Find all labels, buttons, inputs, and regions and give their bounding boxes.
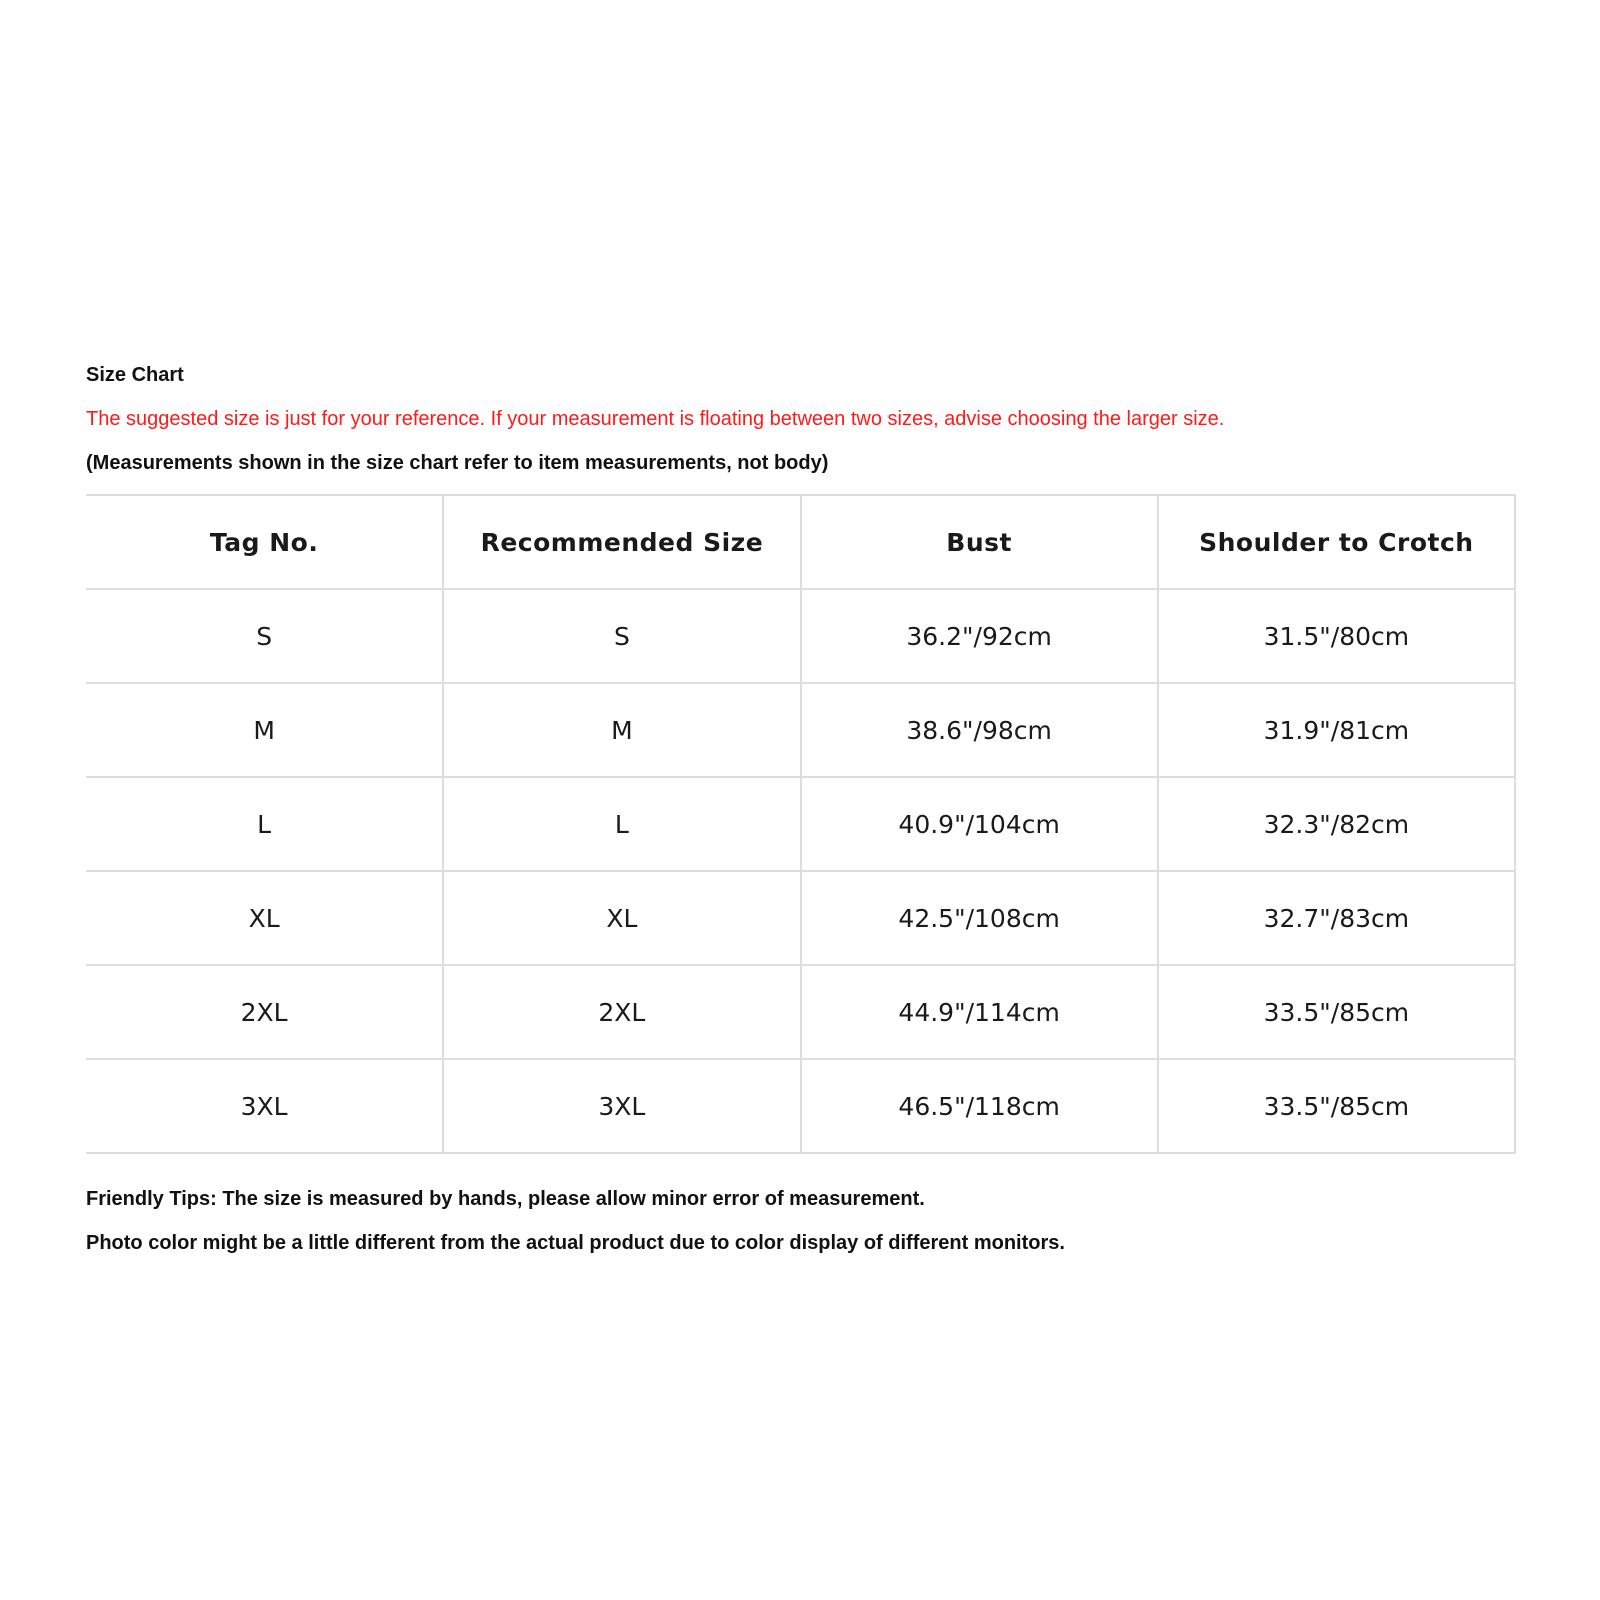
cell-recommended-size: 3XL — [443, 1059, 800, 1153]
header-shoulder-to-crotch: Shoulder to Crotch — [1158, 495, 1515, 589]
photo-color-tip: Photo color might be a little different from the actual product due to color display of different monitors. — [86, 1232, 1065, 1254]
measurement-note: (Measurements shown in the size chart refer to item measurements, not body) — [86, 452, 829, 474]
page-title: Size Chart — [86, 364, 184, 386]
friendly-tip: Friendly Tips: The size is measured by hands, please allow minor error of measurement. — [86, 1188, 925, 1210]
cell-shoulder-to-crotch: 31.9"/81cm — [1158, 683, 1515, 777]
cell-tag-no: 3XL — [86, 1059, 443, 1153]
cell-recommended-size: M — [443, 683, 800, 777]
table-row — [86, 871, 1515, 965]
cell-recommended-size: L — [443, 777, 800, 871]
table-body — [86, 589, 1515, 1153]
cell-tag-no: S — [86, 589, 443, 683]
cell-tag-no: 2XL — [86, 965, 443, 1059]
size-advice-note: The suggested size is just for your reference. If your measurement is floating between two sizes, advise choosing the larger size. — [86, 408, 1225, 430]
table-row — [86, 1059, 1515, 1153]
tips-section — [86, 1184, 1516, 1258]
table-row — [86, 777, 1515, 871]
cell-bust: 46.5"/118cm — [801, 1059, 1158, 1153]
cell-bust: 36.2"/92cm — [801, 589, 1158, 683]
table-row — [86, 683, 1515, 777]
cell-recommended-size: 2XL — [443, 965, 800, 1059]
cell-shoulder-to-crotch: 33.5"/85cm — [1158, 1059, 1515, 1153]
size-table — [86, 494, 1516, 1154]
cell-bust: 40.9"/104cm — [801, 777, 1158, 871]
cell-bust: 38.6"/98cm — [801, 683, 1158, 777]
header-recommended-size: Recommended Size — [443, 495, 800, 589]
cell-bust: 44.9"/114cm — [801, 965, 1158, 1059]
cell-tag-no: XL — [86, 871, 443, 965]
cell-shoulder-to-crotch: 31.5"/80cm — [1158, 589, 1515, 683]
table-header — [86, 495, 1515, 589]
cell-shoulder-to-crotch: 32.7"/83cm — [1158, 871, 1515, 965]
cell-shoulder-to-crotch: 32.3"/82cm — [1158, 777, 1515, 871]
table-row — [86, 965, 1515, 1059]
cell-tag-no: L — [86, 777, 443, 871]
cell-tag-no: M — [86, 683, 443, 777]
header-tag-no: Tag No. — [86, 495, 443, 589]
size-chart-section — [86, 360, 1516, 1258]
table-header-row — [86, 495, 1515, 589]
cell-recommended-size: XL — [443, 871, 800, 965]
cell-recommended-size: S — [443, 589, 800, 683]
header-bust: Bust — [801, 495, 1158, 589]
table-row — [86, 589, 1515, 683]
cell-shoulder-to-crotch: 33.5"/85cm — [1158, 965, 1515, 1059]
cell-bust: 42.5"/108cm — [801, 871, 1158, 965]
